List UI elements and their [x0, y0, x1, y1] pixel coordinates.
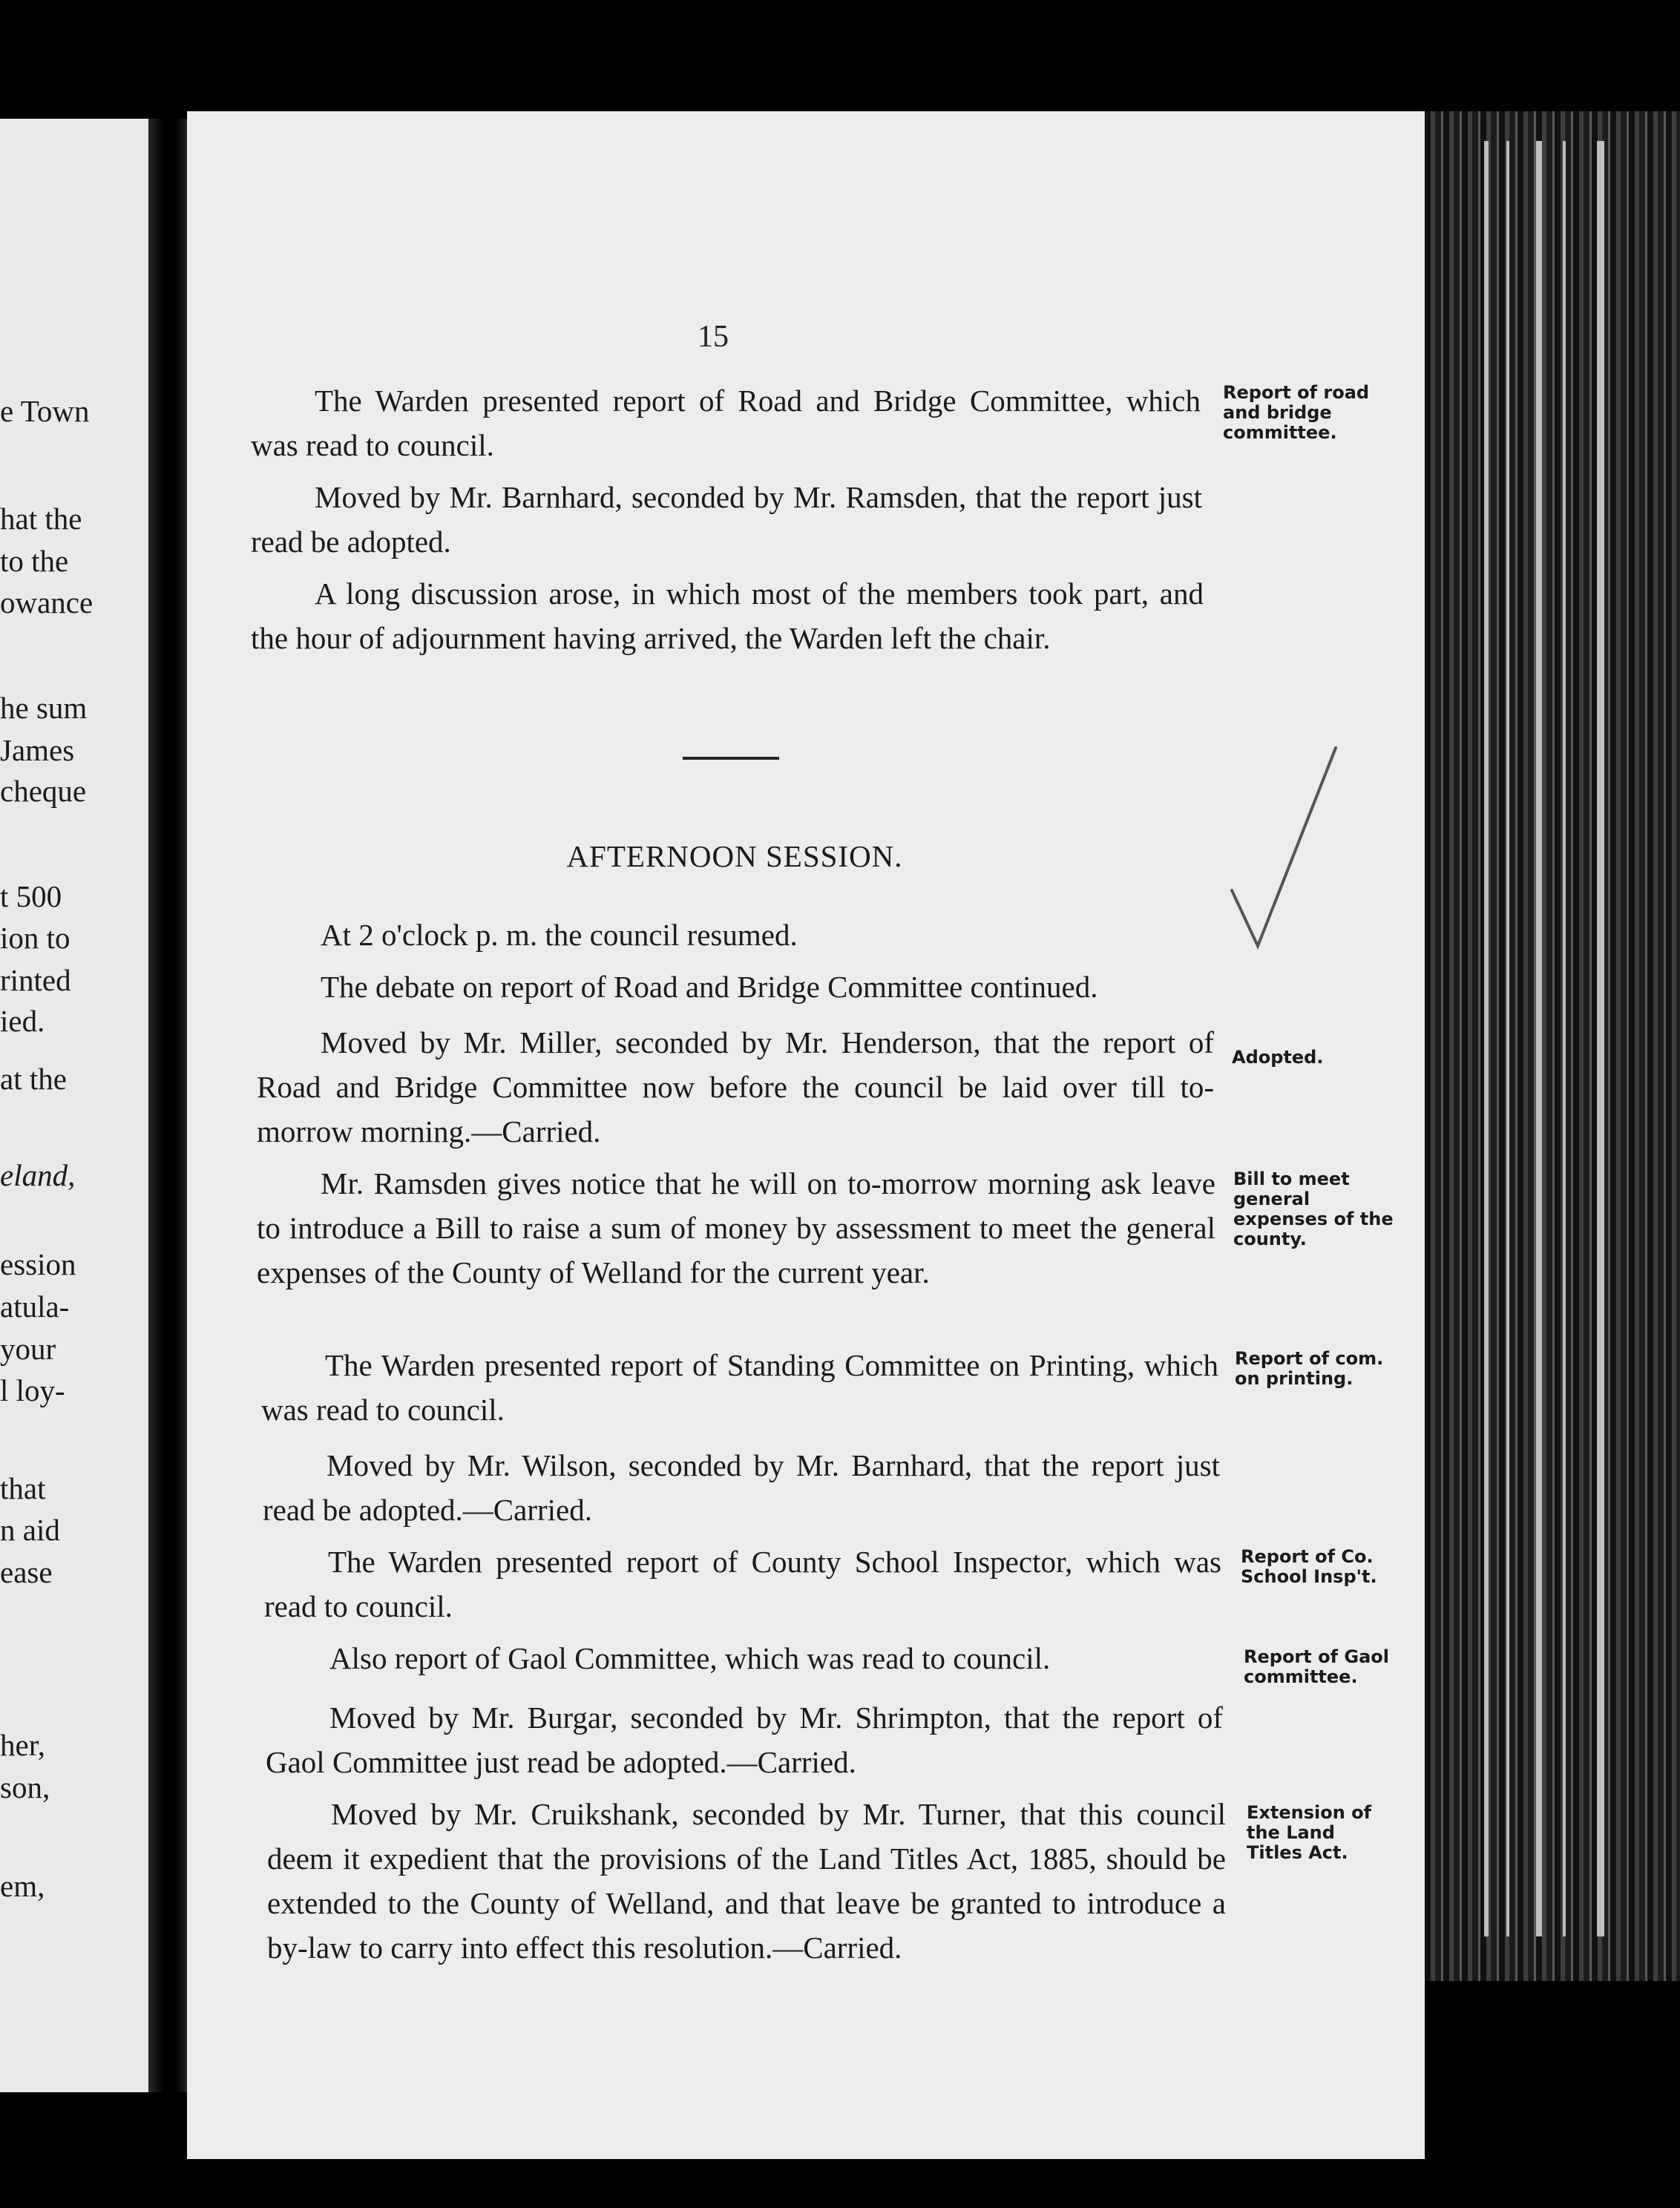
section-heading: AFTERNOON SESSION. [566, 839, 903, 873]
left-fragment: at the [0, 1062, 67, 1096]
left-fragment: ease [0, 1555, 53, 1589]
margin-note: Report of road and bridge committee. [1223, 382, 1370, 443]
margin-note: Adopted. [1232, 1047, 1324, 1068]
left-fragment: em, [0, 1869, 45, 1903]
left-fragment: n aid [0, 1513, 60, 1547]
left-fragment: hat the [0, 502, 82, 536]
left-fragment: l loy- [0, 1373, 65, 1407]
left-fragment: to the [0, 544, 69, 578]
paragraph: The Warden presented report of County School Inspector, which was read to council. [264, 1545, 1221, 1623]
book-gutter [148, 119, 187, 2092]
left-fragment: ession [0, 1247, 76, 1281]
margin-note: Report of Gaol committee. [1244, 1646, 1389, 1687]
paragraph: Mr. Ramsden gives notice that he will on to-morrow morning ask leave to introduce a Bill to raise a sum of money by assessment to meet the general expenses of the County of Welland for the current year. [257, 1166, 1215, 1289]
margin-note: Bill to meet general expenses of the county. [1233, 1169, 1394, 1249]
left-fragment: eland, [0, 1158, 76, 1192]
left-fragment: he sum [0, 691, 88, 725]
paragraph: Moved by Mr. Cruikshank, seconded by Mr. Turner, that this council deem it expedient that the provisions of the Land Titles Act, 1885, should be extended to the County of Welland, and that leave be granted to introduce a by-law to carry into effect this resolution.—Carried. [267, 1797, 1226, 1965]
paragraph: Moved by Mr. Wilson, seconded by Mr. Barnhard, that the report just read be adopted.—Carried. [263, 1448, 1220, 1527]
left-fragment: your [0, 1332, 56, 1366]
paragraph: A long discussion arose, in which most of the members took part, and the hour of adjournment having arrived, the Warden left the chair. [251, 576, 1204, 655]
page-number: 15 [698, 320, 729, 354]
left-fragment: e Town [0, 394, 90, 428]
pencil-check-mark [1217, 742, 1365, 965]
left-fragment: James [0, 733, 75, 767]
paragraph: At 2 o'clock p. m. the council resumed. [321, 918, 798, 952]
left-fragment: son, [0, 1770, 50, 1804]
margin-note: Extension of the Land Titles Act. [1247, 1802, 1372, 1863]
left-fragment: that [0, 1471, 46, 1505]
left-fragment: t 500 [0, 879, 62, 913]
left-fragment: atula- [0, 1289, 70, 1324]
left-fragment: rinted [0, 963, 71, 997]
left-fragment: her, [0, 1728, 45, 1762]
left-fragment: ion to [0, 921, 70, 955]
left-fragment: owance [0, 585, 93, 620]
paragraph: Moved by Mr. Miller, seconded by Mr. Henderson, that the report of Road and Bridge Committee now before the council be laid over till to-morrow morning.—Carried. [257, 1025, 1214, 1149]
left-fragment: ied. [0, 1004, 45, 1038]
paragraph: The Warden presented report of Standing Committee on Printing, which was read to council. [261, 1348, 1218, 1427]
margin-note: Report of Co. School Insp't. [1241, 1546, 1377, 1587]
section-divider [683, 757, 779, 760]
paragraph: The Warden presented report of Road and Bridge Committee, which was read to council. [251, 384, 1201, 462]
margin-note: Report of com. on printing. [1235, 1348, 1384, 1389]
paragraph: Also report of Gaol Committee, which was read to council. [329, 1641, 1051, 1675]
paragraph: Moved by Mr. Burgar, seconded by Mr. Shrimpton, that the report of Gaol Committee just read be adopted.—Carried. [266, 1701, 1223, 1779]
left-fragment: cheque [0, 774, 87, 808]
left-page-fragment [0, 119, 148, 2092]
paragraph: Moved by Mr. Barnhard, seconded by Mr. Ramsden, that the report just read be adopted. [251, 480, 1202, 559]
paragraph: The debate on report of Road and Bridge Committee continued. [321, 970, 1098, 1004]
page-edges [1425, 111, 1680, 1981]
